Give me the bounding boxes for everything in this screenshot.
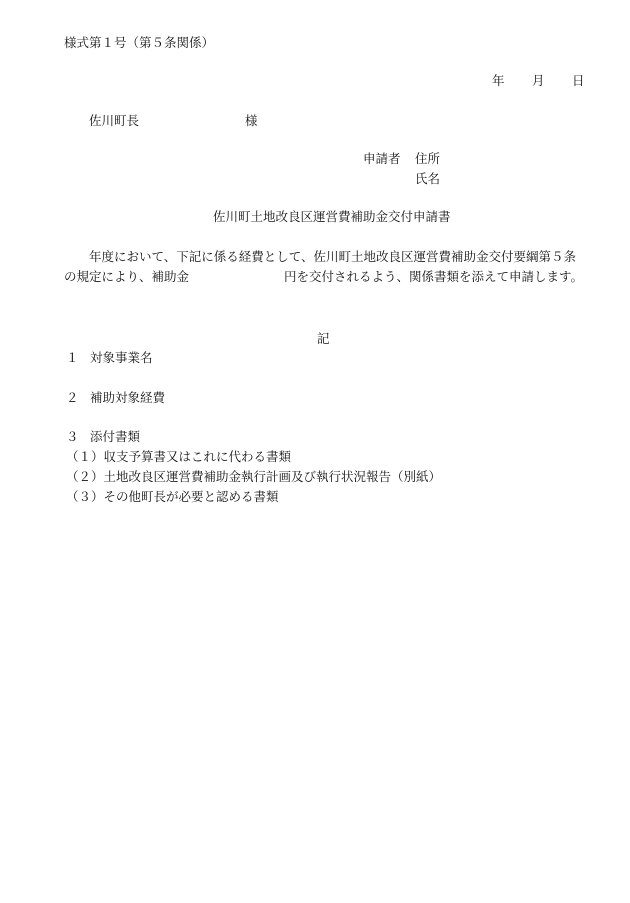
ki-heading: 記 <box>317 331 330 346</box>
body-paragraph <box>64 247 584 286</box>
name-label: 氏名 <box>415 171 441 186</box>
item-1-label: 対象事業名 <box>90 350 153 365</box>
address-label: 住所 <box>415 151 441 166</box>
item-3-label: 添付書類 <box>90 429 141 444</box>
body-text-part1: 年度において、下記に係る経費として、佐川町土地改良区運営費補助金交付要綱第５条の規定により、補助金 <box>64 249 577 284</box>
date-month: 月 <box>532 73 545 88</box>
attachment-item-2: （２）土地改良区運営費補助金執行計画及び執行状況報告（別紙） <box>66 469 442 484</box>
item-2-label: 補助対象経費 <box>90 390 166 405</box>
item-2-number: ２ <box>66 390 79 405</box>
applicant-label: 申請者 <box>363 151 401 166</box>
addressee-honorific: 様 <box>245 113 258 128</box>
attachment-item-3: （３）その他町長が必要と認める書類 <box>66 489 279 504</box>
date-year: 年 <box>492 73 505 88</box>
item-3-number: ３ <box>66 429 79 444</box>
item-1-number: １ <box>66 350 79 365</box>
date-day: 日 <box>572 73 585 88</box>
form-number: 様式第１号（第５条関係） <box>64 35 215 50</box>
body-text-part2: 円を交付されるよう、関係書類を添えて申請します。 <box>284 268 584 284</box>
attachment-item-1: （１）収支予算書又はこれに代わる書類 <box>66 449 292 464</box>
addressee-name: 佐川町長 <box>89 113 140 128</box>
document-title: 佐川町土地改良区運営費補助金交付申請書 <box>213 209 451 224</box>
